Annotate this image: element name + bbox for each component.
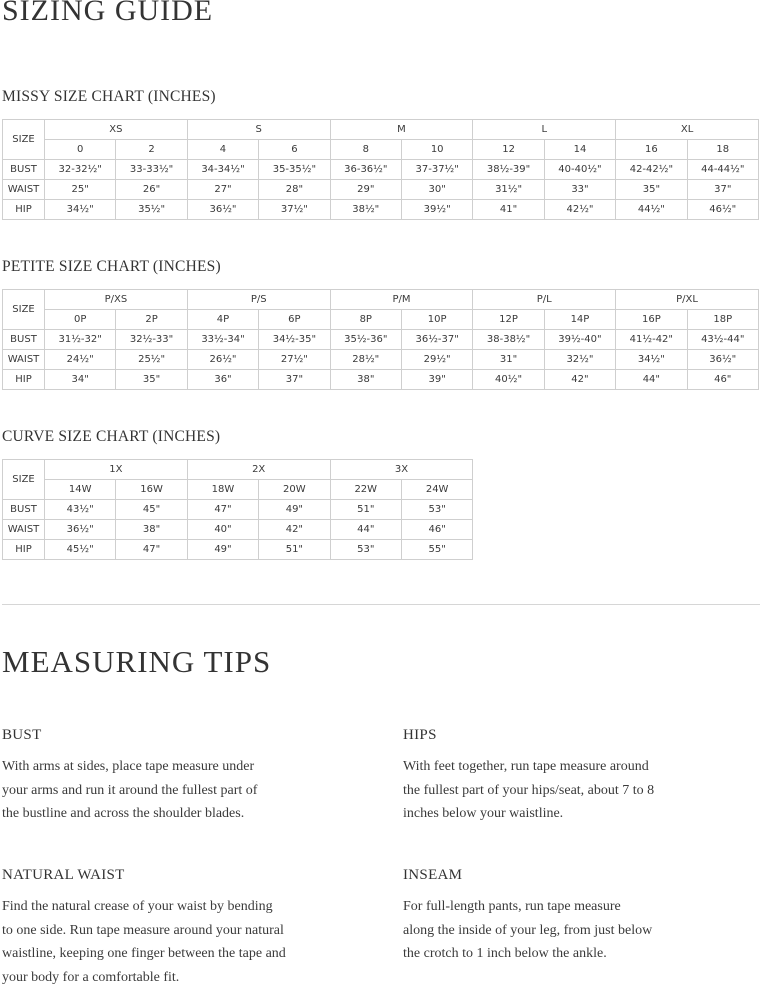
tip-text: With feet together, run tape measure around the fullest part of your hips/seat, about 7 to 8 inches below your waistline. bbox=[403, 759, 655, 821]
size-header-cell: 0 bbox=[45, 140, 116, 160]
measurement-cell: 42" bbox=[544, 370, 615, 390]
measurement-cell: 51" bbox=[330, 500, 401, 520]
size-group-header: XS bbox=[45, 120, 188, 140]
measurement-cell: 34½" bbox=[616, 350, 687, 370]
size-header-cell: 8 bbox=[330, 140, 401, 160]
table-row bbox=[3, 500, 473, 520]
measurement-cell: 26½" bbox=[187, 350, 258, 370]
size-header-cell: 4 bbox=[187, 140, 258, 160]
page-title: SIZING GUIDE bbox=[2, 0, 214, 27]
size-header-cell: 12P bbox=[473, 310, 544, 330]
table-row bbox=[3, 540, 473, 560]
measurement-label: HIP bbox=[3, 540, 45, 560]
measurement-cell: 44½" bbox=[616, 200, 687, 220]
measurement-cell: 47" bbox=[187, 500, 258, 520]
size-group-header: M bbox=[330, 120, 473, 140]
size-group-header: 3X bbox=[330, 460, 473, 480]
measurement-cell: 34-34½" bbox=[187, 160, 258, 180]
measurement-cell: 35" bbox=[116, 370, 187, 390]
measurement-cell: 46" bbox=[401, 520, 472, 540]
size-group-header: XL bbox=[616, 120, 759, 140]
measurement-cell: 39½" bbox=[401, 200, 472, 220]
group-header-row bbox=[3, 290, 759, 310]
size-group-header: L bbox=[473, 120, 616, 140]
size-header-cell: 12 bbox=[473, 140, 544, 160]
measurement-label: WAIST bbox=[3, 350, 45, 370]
tip-heading: INSEAM bbox=[403, 867, 463, 883]
size-header-cell: 16W bbox=[116, 480, 187, 500]
measurement-cell: 40" bbox=[187, 520, 258, 540]
size-header-cell: 2 bbox=[116, 140, 187, 160]
measurement-cell: 36½" bbox=[687, 350, 758, 370]
size-header-cell: 24W bbox=[401, 480, 472, 500]
size-label-cell: SIZE bbox=[3, 290, 45, 330]
measurement-cell: 31" bbox=[473, 350, 544, 370]
measurement-cell: 45" bbox=[116, 500, 187, 520]
size-header-cell: 14W bbox=[45, 480, 116, 500]
size-header-cell: 16 bbox=[616, 140, 687, 160]
size-header-cell: 8P bbox=[330, 310, 401, 330]
measurement-cell: 46½" bbox=[687, 200, 758, 220]
measurement-cell: 33-33½" bbox=[116, 160, 187, 180]
measurement-cell: 34" bbox=[45, 370, 116, 390]
size-group-header: 2X bbox=[187, 460, 330, 480]
group-header-row bbox=[3, 460, 473, 480]
measurement-cell: 25" bbox=[45, 180, 116, 200]
measurement-cell: 42" bbox=[259, 520, 330, 540]
size-header-cell: 14P bbox=[544, 310, 615, 330]
measurement-cell: 27" bbox=[187, 180, 258, 200]
tip-heading: BUST bbox=[2, 727, 42, 743]
measurement-cell: 37" bbox=[687, 180, 758, 200]
measurement-cell: 44" bbox=[616, 370, 687, 390]
measurement-cell: 45½" bbox=[45, 540, 116, 560]
measurement-cell: 29½" bbox=[401, 350, 472, 370]
measurement-cell: 38½" bbox=[330, 200, 401, 220]
measurement-cell: 31½-32" bbox=[45, 330, 116, 350]
measurement-cell: 32-32½" bbox=[45, 160, 116, 180]
measurement-cell: 33" bbox=[544, 180, 615, 200]
measuring-tips-title: MEASURING TIPS bbox=[2, 644, 272, 679]
measurement-cell: 53" bbox=[330, 540, 401, 560]
measurement-cell: 37½" bbox=[259, 200, 330, 220]
measurement-cell: 41½-42" bbox=[616, 330, 687, 350]
measurement-cell: 28½" bbox=[330, 350, 401, 370]
size-header-row bbox=[3, 310, 759, 330]
measurement-cell: 28" bbox=[259, 180, 330, 200]
section-divider bbox=[2, 604, 760, 605]
size-header-cell: 18 bbox=[687, 140, 758, 160]
measurement-cell: 38½-39" bbox=[473, 160, 544, 180]
measurement-cell: 44-44½" bbox=[687, 160, 758, 180]
measurement-cell: 42½" bbox=[544, 200, 615, 220]
size-group-header: P/L bbox=[473, 290, 616, 310]
tip-bust bbox=[2, 727, 347, 826]
tip-natural-waist bbox=[2, 867, 347, 989]
measurement-cell: 46" bbox=[687, 370, 758, 390]
measurement-label: BUST bbox=[3, 500, 45, 520]
measurement-cell: 55" bbox=[401, 540, 472, 560]
measurement-cell: 34½-35" bbox=[259, 330, 330, 350]
measurement-label: BUST bbox=[3, 330, 45, 350]
measurement-cell: 39" bbox=[401, 370, 472, 390]
measurement-cell: 35½-36" bbox=[330, 330, 401, 350]
size-group-header: S bbox=[187, 120, 330, 140]
measurement-cell: 40½" bbox=[473, 370, 544, 390]
size-group-header: P/M bbox=[330, 290, 473, 310]
measurement-cell: 43½" bbox=[45, 500, 116, 520]
size-header-cell: 14 bbox=[544, 140, 615, 160]
measurement-cell: 40-40½" bbox=[544, 160, 615, 180]
tip-text: With arms at sides, place tape measure under your arms and run it around the fullest part of the bustline and across the shoulder blades. bbox=[2, 759, 258, 821]
petite-chart-title: PETITE SIZE CHART (INCHES) bbox=[2, 258, 221, 275]
measurement-cell: 37" bbox=[259, 370, 330, 390]
size-label-cell: SIZE bbox=[3, 460, 45, 500]
size-group-header: P/XS bbox=[45, 290, 188, 310]
size-header-cell: 20W bbox=[259, 480, 330, 500]
measurement-label: HIP bbox=[3, 370, 45, 390]
measurement-cell: 43½-44" bbox=[687, 330, 758, 350]
measurement-cell: 30" bbox=[401, 180, 472, 200]
tip-text: Find the natural crease of your waist by bending to one side. Run tape measure around your natural waistline, keeping one finger between the tape and your body for a comfortable fit. bbox=[2, 899, 286, 985]
measurement-cell: 38-38½" bbox=[473, 330, 544, 350]
measurement-label: WAIST bbox=[3, 520, 45, 540]
measurement-label: WAIST bbox=[3, 180, 45, 200]
size-header-cell: 6P bbox=[259, 310, 330, 330]
tip-inseam bbox=[403, 867, 748, 966]
measurement-cell: 26" bbox=[116, 180, 187, 200]
measurement-cell: 36½" bbox=[45, 520, 116, 540]
tip-hips bbox=[403, 727, 748, 826]
measurement-cell: 47" bbox=[116, 540, 187, 560]
table-row bbox=[3, 200, 759, 220]
measurement-label: HIP bbox=[3, 200, 45, 220]
size-group-header: 1X bbox=[45, 460, 188, 480]
measurement-cell: 44" bbox=[330, 520, 401, 540]
petite-size-table bbox=[2, 289, 759, 390]
measurement-cell: 27½" bbox=[259, 350, 330, 370]
measurement-cell: 38" bbox=[116, 520, 187, 540]
size-header-cell: 10P bbox=[401, 310, 472, 330]
curve-chart-title: CURVE SIZE CHART (INCHES) bbox=[2, 428, 221, 445]
table-row bbox=[3, 520, 473, 540]
measurement-cell: 39½-40" bbox=[544, 330, 615, 350]
measurement-cell: 38" bbox=[330, 370, 401, 390]
missy-chart-title: MISSY SIZE CHART (INCHES) bbox=[2, 88, 216, 105]
measurement-cell: 53" bbox=[401, 500, 472, 520]
measurement-cell: 35½" bbox=[116, 200, 187, 220]
size-header-row bbox=[3, 140, 759, 160]
table-row bbox=[3, 350, 759, 370]
tip-heading: HIPS bbox=[403, 727, 437, 743]
measurement-cell: 35" bbox=[616, 180, 687, 200]
measurement-cell: 29" bbox=[330, 180, 401, 200]
table-row bbox=[3, 330, 759, 350]
size-header-cell: 22W bbox=[330, 480, 401, 500]
measurement-cell: 25½" bbox=[116, 350, 187, 370]
measurement-cell: 32½-33" bbox=[116, 330, 187, 350]
size-header-cell: 4P bbox=[187, 310, 258, 330]
table-row bbox=[3, 180, 759, 200]
measurement-cell: 42-42½" bbox=[616, 160, 687, 180]
measurement-cell: 36-36½" bbox=[330, 160, 401, 180]
tip-text: For full-length pants, run tape measure along the inside of your leg, from just below the crotch to 1 inch below the ankle. bbox=[403, 899, 653, 961]
size-header-cell: 18W bbox=[187, 480, 258, 500]
measurement-cell: 36½-37" bbox=[401, 330, 472, 350]
size-group-header: P/XL bbox=[616, 290, 759, 310]
size-header-cell: 6 bbox=[259, 140, 330, 160]
curve-size-table bbox=[2, 459, 473, 560]
size-header-row bbox=[3, 480, 473, 500]
table-row bbox=[3, 160, 759, 180]
measurement-cell: 37-37½" bbox=[401, 160, 472, 180]
measurement-cell: 36" bbox=[187, 370, 258, 390]
measurement-cell: 35-35½" bbox=[259, 160, 330, 180]
measurement-cell: 49" bbox=[259, 500, 330, 520]
size-label-cell: SIZE bbox=[3, 120, 45, 160]
size-header-cell: 18P bbox=[687, 310, 758, 330]
measurement-cell: 24½" bbox=[45, 350, 116, 370]
measurement-label: BUST bbox=[3, 160, 45, 180]
size-header-cell: 10 bbox=[401, 140, 472, 160]
measurement-cell: 51" bbox=[259, 540, 330, 560]
size-header-cell: 0P bbox=[45, 310, 116, 330]
size-group-header: P/S bbox=[187, 290, 330, 310]
measurement-cell: 41" bbox=[473, 200, 544, 220]
missy-size-table bbox=[2, 119, 759, 220]
measurement-cell: 33½-34" bbox=[187, 330, 258, 350]
measurement-cell: 31½" bbox=[473, 180, 544, 200]
measurement-cell: 34½" bbox=[45, 200, 116, 220]
measurement-cell: 49" bbox=[187, 540, 258, 560]
measurement-cell: 32½" bbox=[544, 350, 615, 370]
tip-heading: NATURAL WAIST bbox=[2, 867, 125, 883]
measurement-cell: 36½" bbox=[187, 200, 258, 220]
table-row bbox=[3, 370, 759, 390]
size-header-cell: 2P bbox=[116, 310, 187, 330]
size-header-cell: 16P bbox=[616, 310, 687, 330]
group-header-row bbox=[3, 120, 759, 140]
